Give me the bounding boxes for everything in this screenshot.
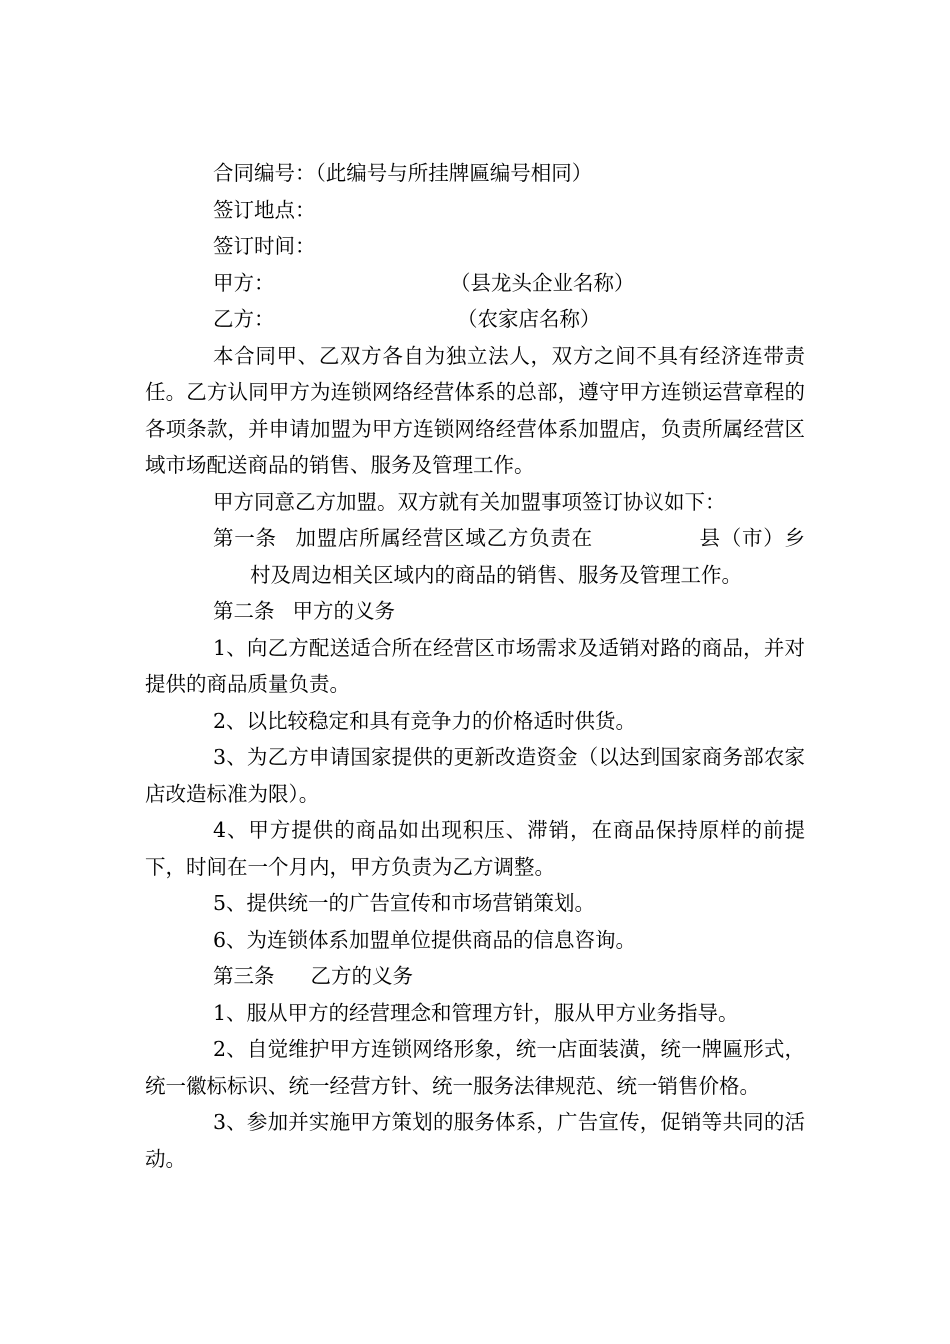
article-2-item: 1、向乙方配送适合所在经营区市场需求及适销对路的商品，并对提供的商品质量负责。 xyxy=(145,635,805,696)
signing-place-label: 签订地点： xyxy=(213,197,316,222)
article-1-text-a: 加盟店所属经营区域乙方负责在 xyxy=(294,526,593,550)
article-1-text-b: 县（市）乡 xyxy=(698,526,806,550)
article-2-item: 3、为乙方申请国家提供的更新改造资金（以达到国家商务部农家店改造标准为限）。 xyxy=(145,745,805,806)
article-3-title: 第三条 xyxy=(213,964,275,988)
agreement-paragraph: 甲方同意乙方加盟。双方就有关加盟事项签订协议如下： xyxy=(213,489,726,514)
article-3-item: 3、参加并实施甲方策划的服务体系，广告宣传，促销等共同的活动。 xyxy=(145,1110,805,1171)
article-2-title: 第二条 xyxy=(213,599,275,623)
article-2-heading-text: 甲方的义务 xyxy=(292,599,395,623)
article-2-item: 4、甲方提供的商品如出现积压、滞销，在商品保持原样的前提下，时间在一个月内，甲方负责为乙方调整。 xyxy=(145,818,805,879)
contract-number-line xyxy=(145,155,805,192)
party-b-note: （农家店名称） xyxy=(457,307,601,331)
party-a-line xyxy=(145,265,805,302)
article-2-item: 2、以比较稳定和具有竞争力的价格适时供货。 xyxy=(213,708,637,733)
article-2-heading xyxy=(145,593,805,630)
party-b-line xyxy=(145,301,805,338)
article-1-title: 第一条 xyxy=(213,526,277,550)
party-b-label: 乙方： xyxy=(213,307,275,331)
contract-number-note: （此编号与所挂牌匾编号相同） xyxy=(315,161,593,185)
intro-paragraph: 本合同甲、乙双方各自为独立法人，双方之间不具有经济连带责任。乙方认同甲方为连锁网络经营体系的总部，遵守甲方连锁运营章程的各项条款，并申请加盟为甲方连锁网络经营体系加盟店，负责所属经营区域市场配送商品的销售、服务及管理工作。 xyxy=(145,343,805,477)
contract-number-label: 合同编号： xyxy=(213,161,316,185)
article-1 xyxy=(145,520,805,593)
article-1-text-c: 村及周边相关区域内的商品的销售、服务及管理工作。 xyxy=(250,562,742,587)
party-a-label: 甲方： xyxy=(213,270,275,295)
article-3-heading xyxy=(145,958,805,995)
signing-time-label: 签订时间： xyxy=(213,234,316,258)
contract-body xyxy=(145,155,805,1177)
party-a-note: （县龙头企业名称） xyxy=(450,270,635,295)
article-3-item: 2、自觉维护甲方连锁网络形象，统一店面装潢，统一牌匾形式，统一徽标标识、统一经营方针、统一服务法律规范、统一销售价格。 xyxy=(145,1037,805,1098)
signing-time-line xyxy=(145,228,805,265)
article-2-item: 5、提供统一的广告宣传和市场营销策划。 xyxy=(213,891,596,915)
signing-place-line xyxy=(145,192,805,229)
article-3-heading-text: 乙方的义务 xyxy=(310,964,413,988)
article-2-item: 6、为连锁体系加盟单位提供商品的信息咨询。 xyxy=(213,927,637,952)
article-3-item: 1、服从甲方的经营理念和管理方针，服从甲方业务指导。 xyxy=(213,1000,739,1025)
